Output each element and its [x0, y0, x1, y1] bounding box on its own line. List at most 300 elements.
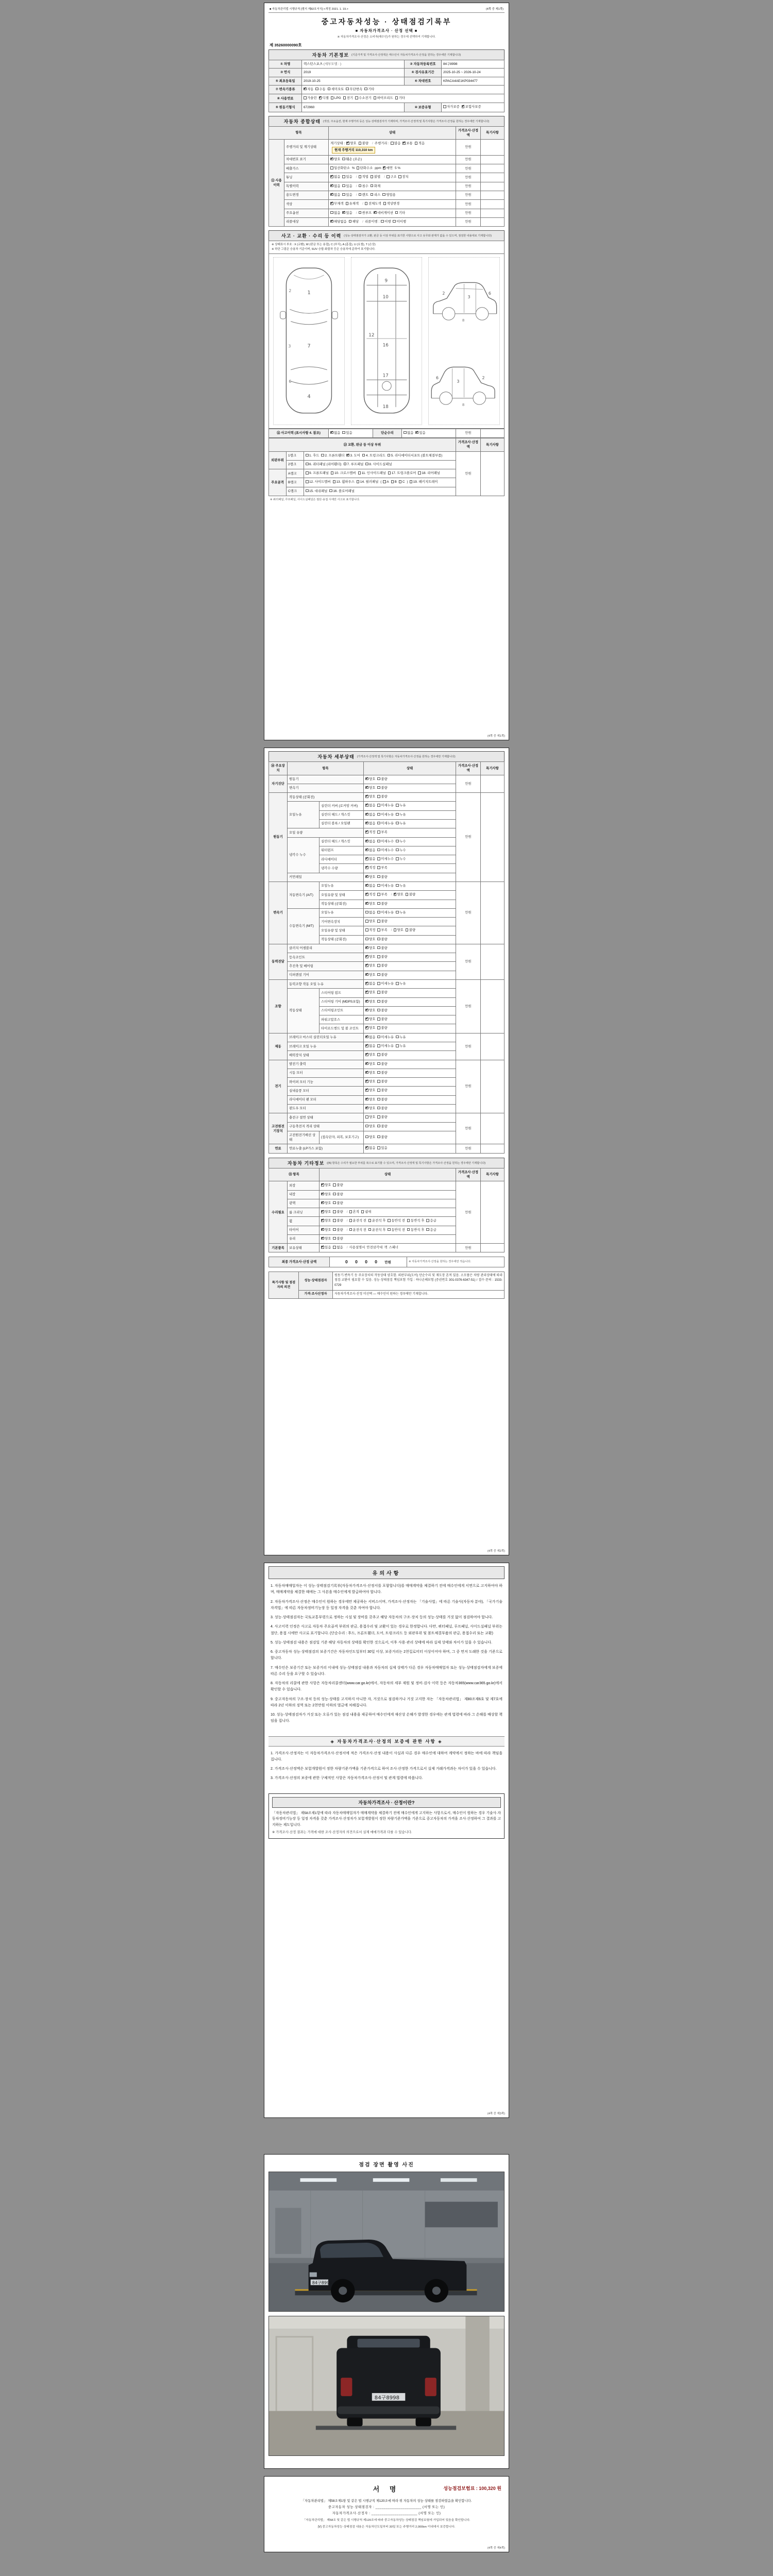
checkbox-option[interactable]: 응급	[426, 1228, 436, 1232]
checkbox[interactable]	[333, 1237, 336, 1240]
checkbox[interactable]	[333, 1193, 336, 1196]
checkbox-option[interactable]: 불량	[377, 999, 387, 1004]
checkbox[interactable]	[395, 96, 398, 99]
checkbox-checked[interactable]	[365, 964, 368, 967]
checkbox[interactable]	[377, 982, 380, 985]
checkbox[interactable]	[377, 1044, 380, 1047]
checkbox-option[interactable]: 무단변속	[346, 87, 362, 92]
checkbox[interactable]	[321, 454, 324, 457]
checkbox-option[interactable]: 자가보증	[443, 105, 460, 109]
checkbox-checked[interactable]	[365, 840, 368, 843]
checkbox[interactable]	[418, 471, 421, 474]
checkbox[interactable]	[377, 920, 380, 923]
checkbox[interactable]	[342, 158, 345, 161]
checkbox-option[interactable]: 누유	[396, 803, 406, 808]
checkbox-option[interactable]: 리스	[371, 193, 380, 197]
checkbox-option[interactable]: ✔ 양호	[365, 902, 375, 906]
checkbox-option[interactable]: 있음	[342, 184, 352, 189]
checkbox[interactable]	[349, 220, 352, 223]
checkbox-checked[interactable]	[365, 1071, 368, 1074]
checkbox[interactable]	[377, 777, 380, 781]
checkbox[interactable]	[426, 1219, 429, 1222]
checkbox-option[interactable]: 양호	[365, 937, 375, 942]
checkbox-checked[interactable]	[321, 1237, 324, 1240]
checkbox[interactable]	[346, 1219, 352, 1223]
checkbox[interactable]	[330, 166, 333, 170]
checkbox-option[interactable]: 색상변경	[383, 201, 400, 206]
checkbox-option[interactable]: 5. 라디에이터서포트 (볼트체결부품)	[388, 453, 443, 458]
checkbox[interactable]	[359, 142, 362, 145]
checkbox[interactable]	[328, 88, 331, 91]
checkbox-option[interactable]: ✔ 없음	[365, 981, 375, 986]
checkbox[interactable]	[396, 884, 399, 887]
checkbox-checked[interactable]	[365, 875, 368, 878]
checkbox-option[interactable]: 미세누수	[377, 839, 394, 844]
checkbox[interactable]	[377, 973, 380, 976]
checkbox-option[interactable]: 불량	[333, 1236, 343, 1241]
checkbox-option[interactable]: 7. 루프패널	[344, 462, 364, 467]
checkbox[interactable]	[329, 489, 332, 493]
checkbox-option[interactable]: ✔ 무채색	[330, 201, 344, 206]
checkbox-option[interactable]: 부족	[377, 928, 387, 933]
checkbox-checked[interactable]	[365, 991, 368, 994]
checkbox-checked[interactable]	[365, 1000, 368, 1003]
checkbox-option[interactable]: 불량	[333, 1192, 343, 1197]
checkbox[interactable]	[357, 480, 360, 483]
checkbox-option[interactable]: 응급	[426, 1218, 436, 1223]
checkbox[interactable]	[406, 893, 409, 896]
checkbox-option[interactable]: 1. 후드	[306, 453, 319, 458]
checkbox[interactable]	[365, 920, 368, 923]
checkbox-option[interactable]: ✔ 디젤	[319, 96, 329, 100]
checkbox[interactable]	[377, 928, 380, 931]
checkbox-option[interactable]: 불량	[377, 777, 387, 782]
checkbox-checked[interactable]	[365, 1036, 368, 1039]
checkbox-option[interactable]: 탄화수소	[357, 166, 373, 171]
checkbox-option[interactable]: 냄새	[361, 1210, 371, 1214]
checkbox-option[interactable]: ✔ 없음	[365, 884, 375, 888]
checkbox-option[interactable]: ✔ 자동	[304, 87, 313, 92]
price-appraisal-select[interactable]: ■ 자동차가격조사 · 산정 선택 ■	[355, 28, 418, 33]
checkbox-checked[interactable]	[365, 973, 368, 976]
checkbox[interactable]	[333, 1228, 336, 1231]
checkbox[interactable]	[371, 175, 374, 178]
checkbox-option[interactable]: 10. 크로스멤버	[331, 471, 356, 476]
checkbox-checked[interactable]	[365, 1009, 368, 1012]
checkbox-option[interactable]: 불량	[377, 1088, 387, 1093]
checkbox-option[interactable]: 4. 트렁크리드	[362, 453, 385, 458]
checkbox[interactable]	[388, 1219, 391, 1222]
checkbox-option[interactable]: 동반석 전	[388, 1218, 405, 1223]
checkbox-option[interactable]: ✔ 보통	[402, 141, 412, 146]
checkbox-checked[interactable]	[415, 431, 418, 434]
checkbox-checked[interactable]	[365, 902, 368, 905]
checkbox-checked[interactable]	[365, 955, 368, 958]
checkbox[interactable]	[377, 1098, 380, 1101]
checkbox-option[interactable]: 미세누유	[377, 821, 394, 826]
checkbox[interactable]	[365, 463, 368, 466]
checkbox-option[interactable]: 장치	[398, 175, 408, 179]
checkbox[interactable]	[315, 88, 318, 91]
checkbox-option[interactable]: ✔ 양호	[365, 1097, 375, 1102]
checkbox-option[interactable]: ✔ 양호	[330, 157, 340, 162]
checkbox[interactable]	[377, 884, 380, 887]
checkbox-option[interactable]: 불량	[377, 1106, 387, 1111]
checkbox-checked[interactable]	[365, 1062, 368, 1065]
checkbox-checked[interactable]	[365, 822, 368, 825]
checkbox[interactable]	[396, 1044, 399, 1047]
checkbox-checked[interactable]	[365, 813, 368, 816]
checkbox-option[interactable]: 9. 프론트패널	[306, 471, 329, 476]
checkbox[interactable]	[396, 1036, 399, 1039]
checkbox[interactable]	[396, 822, 399, 825]
checkbox[interactable]	[355, 96, 358, 99]
checkbox[interactable]	[377, 857, 380, 860]
checkbox[interactable]	[365, 911, 368, 914]
checkbox-option[interactable]: ✔ 매연	[383, 166, 393, 171]
checkbox[interactable]	[388, 454, 391, 457]
checkbox[interactable]	[346, 88, 349, 91]
checkbox[interactable]	[342, 175, 345, 178]
checkbox-option[interactable]: 불량	[377, 1097, 387, 1102]
checkbox-option[interactable]: 불량	[377, 990, 387, 995]
checkbox[interactable]	[346, 1210, 352, 1214]
checkbox-option[interactable]: ✔ 양호	[365, 946, 375, 951]
checkbox-checked[interactable]	[365, 1018, 368, 1021]
checkbox-option[interactable]: ✔ 양호	[365, 1088, 375, 1093]
checkbox-option[interactable]: 11. 인사이드패널	[358, 471, 386, 476]
checkbox[interactable]	[377, 875, 380, 878]
checkbox-option[interactable]: C	[399, 480, 405, 484]
checkbox-option[interactable]: ✔ 양호	[346, 141, 356, 146]
checkbox-checked[interactable]	[319, 96, 322, 99]
checkbox[interactable]	[377, 786, 380, 789]
checkbox-option[interactable]: 렌트	[359, 193, 368, 197]
checkbox-option[interactable]: 양호	[394, 928, 404, 933]
checkbox-option[interactable]: 누유	[396, 884, 406, 888]
checkbox[interactable]	[396, 840, 399, 843]
checkbox-option[interactable]: 하이브리드	[374, 96, 393, 100]
checkbox-option[interactable]: ✔ 양호	[394, 892, 404, 897]
checkbox-option[interactable]: A	[383, 480, 389, 484]
checkbox[interactable]	[391, 480, 394, 483]
checkbox[interactable]	[371, 184, 374, 188]
checkbox[interactable]	[415, 142, 418, 145]
checkbox[interactable]	[346, 202, 349, 205]
checkbox-option[interactable]: 수소전기	[355, 96, 372, 100]
checkbox[interactable]	[333, 1219, 336, 1222]
checkbox[interactable]	[333, 480, 336, 483]
checkbox[interactable]	[377, 1080, 380, 1083]
checkbox-checked[interactable]	[462, 105, 465, 108]
checkbox[interactable]	[365, 1115, 368, 1118]
checkbox[interactable]	[407, 1228, 410, 1231]
checkbox-option[interactable]: 운전석 후	[368, 1218, 385, 1223]
checkbox[interactable]	[359, 193, 362, 196]
checkbox-checked[interactable]	[330, 184, 333, 188]
checkbox-option[interactable]: 있음	[342, 175, 352, 179]
checkbox-option[interactable]: 6. 쿼터패널 (리어휀더)	[306, 462, 342, 467]
checkbox[interactable]	[393, 220, 396, 223]
appraiser-signature-line[interactable]: 자동차가격조사·산정자 : ______________________ (서명 또는 인)	[332, 2512, 441, 2515]
checkbox-option[interactable]: 없음	[330, 211, 340, 215]
checkbox[interactable]	[330, 211, 333, 214]
checkbox[interactable]	[377, 866, 380, 869]
checkbox[interactable]	[377, 1089, 380, 1092]
checkbox-option[interactable]: 구조	[386, 175, 396, 179]
checkbox[interactable]	[377, 1107, 380, 1110]
checkbox[interactable]	[377, 902, 380, 905]
checkbox-checked[interactable]	[402, 142, 406, 145]
checkbox-option[interactable]: ✔ 있음	[415, 431, 425, 435]
checkbox-option[interactable]: ✔ 양호	[365, 1008, 375, 1013]
checkbox-checked[interactable]	[365, 831, 368, 834]
checkbox[interactable]	[377, 964, 380, 967]
checkbox-option[interactable]: ✔ 없음	[365, 1044, 375, 1048]
checkbox-option[interactable]: 불량	[377, 1079, 387, 1084]
checkbox-option[interactable]: 썬루프	[359, 211, 372, 215]
checkbox-option[interactable]: ✔ 적정	[365, 892, 375, 897]
checkbox[interactable]	[407, 1219, 410, 1222]
checkbox-option[interactable]: 양호	[365, 1124, 375, 1129]
checkbox-option[interactable]: 세미오토	[328, 87, 344, 92]
checkbox[interactable]	[377, 795, 380, 798]
checkbox[interactable]	[396, 813, 399, 816]
checkbox-option[interactable]: 불량	[377, 902, 387, 906]
checkbox-checked[interactable]	[330, 431, 333, 434]
checkbox-option[interactable]: ✔ 양호	[365, 963, 375, 968]
checkbox-option[interactable]: 부족	[377, 866, 387, 870]
checkbox[interactable]	[399, 480, 402, 483]
checkbox-option[interactable]: 누수	[396, 839, 406, 844]
checkbox[interactable]	[359, 184, 362, 188]
checkbox[interactable]	[333, 1183, 336, 1187]
checkbox-option[interactable]: 불량	[377, 786, 387, 790]
checkbox-checked[interactable]	[330, 220, 333, 223]
checkbox-option[interactable]: ✔ 양호	[321, 1236, 331, 1241]
checkbox[interactable]	[377, 840, 380, 843]
checkbox[interactable]	[388, 471, 391, 474]
checkbox[interactable]	[396, 911, 399, 914]
checkbox[interactable]	[365, 938, 368, 941]
checkbox-option[interactable]: ✔ 양호	[365, 794, 375, 799]
checkbox-option[interactable]: 불량	[377, 946, 387, 951]
checkbox-checked[interactable]	[342, 211, 345, 214]
checkbox-option[interactable]: 17. 트렁크플로어	[388, 471, 416, 476]
checkbox[interactable]	[395, 211, 398, 214]
checkbox-checked[interactable]	[365, 982, 368, 985]
checkbox[interactable]	[346, 1228, 352, 1232]
checkbox-option[interactable]: 부족	[377, 892, 387, 897]
checkbox-option[interactable]: 적음	[415, 141, 425, 146]
checkbox[interactable]	[362, 454, 365, 457]
checkbox-checked[interactable]	[330, 202, 333, 205]
checkbox[interactable]	[443, 105, 446, 108]
checkbox[interactable]	[383, 202, 386, 205]
checkbox-option[interactable]: ✔ 양호	[321, 1218, 331, 1223]
checkbox-option[interactable]: 없음	[333, 1245, 343, 1250]
checkbox-option[interactable]: 불량	[377, 955, 387, 959]
checkbox[interactable]	[344, 463, 347, 466]
checkbox-checked[interactable]	[346, 454, 349, 457]
checkbox-option[interactable]: ✔ 양호	[365, 1106, 375, 1111]
checkbox-option[interactable]: 불량	[377, 1053, 387, 1057]
checkbox-option[interactable]: ✔ 적정	[365, 866, 375, 870]
checkbox-option[interactable]: 동반석 후	[407, 1218, 424, 1223]
checkbox-option[interactable]: ✔ 양호	[321, 1228, 331, 1232]
checkbox-option[interactable]: 누유	[396, 910, 406, 915]
checkbox-option[interactable]: 불량	[406, 892, 415, 897]
checkbox-checked[interactable]	[365, 857, 368, 860]
checkbox-option[interactable]: ✔ 양호	[365, 973, 375, 977]
checkbox[interactable]	[368, 1219, 372, 1222]
checkbox[interactable]	[361, 1210, 364, 1213]
checkbox-checked[interactable]	[365, 849, 368, 852]
checkbox-checked[interactable]	[394, 893, 397, 896]
checkbox[interactable]	[365, 202, 368, 205]
checkbox[interactable]	[333, 1246, 336, 1249]
checkbox[interactable]	[377, 831, 380, 834]
checkbox-option[interactable]: ✔ 양호	[365, 875, 375, 879]
checkbox-checked[interactable]	[321, 1246, 324, 1249]
checkbox-option[interactable]: ✔ 없음	[330, 175, 340, 179]
checkbox-checked[interactable]	[365, 866, 368, 869]
checkbox-option[interactable]: 있음	[377, 1146, 387, 1150]
checkbox[interactable]	[377, 955, 380, 958]
checkbox-option[interactable]: 적정	[365, 928, 375, 933]
checkbox-option[interactable]: 양호	[365, 1115, 375, 1120]
checkbox[interactable]	[377, 938, 380, 941]
checkbox-option[interactable]: ✔ 보험사보증	[462, 105, 481, 109]
checkbox-checked[interactable]	[304, 88, 307, 91]
checkbox-option[interactable]: ✔ 3. 도어	[346, 453, 360, 458]
checkbox[interactable]	[365, 928, 368, 931]
checkbox-option[interactable]: ✔ 양호	[365, 1071, 375, 1075]
checkbox-option[interactable]: 불량	[377, 1115, 387, 1120]
checkbox-option[interactable]: 불량	[377, 1026, 387, 1030]
checkbox-checked[interactable]	[330, 158, 333, 161]
checkbox-checked[interactable]	[365, 795, 368, 798]
checkbox[interactable]	[365, 1136, 368, 1139]
checkbox-option[interactable]: 해당	[349, 219, 359, 224]
checkbox-option[interactable]: 불량	[333, 1210, 343, 1214]
checkbox[interactable]	[406, 928, 409, 931]
checkbox-option[interactable]: ✔ 양호	[365, 999, 375, 1004]
checkbox-option[interactable]: 누수	[396, 857, 406, 861]
checkbox-option[interactable]: 누유	[396, 812, 406, 817]
checkbox-option[interactable]: 운전석 전	[349, 1218, 366, 1223]
checkbox-option[interactable]: 있음	[342, 193, 352, 197]
checkbox-checked[interactable]	[321, 1201, 324, 1205]
inspector-signature-line[interactable]: 중고자동차 성능·상태점검자 : ______________________ (서명 또는 인)	[328, 2505, 445, 2509]
checkbox-checked[interactable]	[321, 1219, 324, 1222]
checkbox[interactable]	[377, 946, 380, 950]
checkbox-checked[interactable]	[365, 1098, 368, 1101]
checkbox[interactable]	[377, 1125, 380, 1128]
checkbox[interactable]	[377, 1053, 380, 1056]
checkbox-option[interactable]: 불량	[377, 1017, 387, 1022]
checkbox-option[interactable]: 동반석 전	[388, 1228, 405, 1232]
checkbox[interactable]	[306, 454, 309, 457]
checkbox-option[interactable]: 불량	[377, 875, 387, 879]
checkbox[interactable]	[377, 1026, 380, 1029]
checkbox-option[interactable]: 있음	[342, 431, 352, 435]
checkbox-option[interactable]: 일산화탄소	[330, 166, 350, 171]
checkbox-checked[interactable]	[321, 1183, 324, 1187]
checkbox-option[interactable]: ✔ 양호	[365, 1079, 375, 1084]
checkbox-option[interactable]: ✔ 양호	[365, 1017, 375, 1022]
checkbox-option[interactable]: 운전석 전	[349, 1228, 366, 1232]
checkbox-checked[interactable]	[346, 142, 349, 145]
checkbox-checked[interactable]	[365, 893, 368, 896]
checkbox-option[interactable]: ✔ 양호	[365, 777, 375, 782]
checkbox-option[interactable]: 19. 패키지트레이	[410, 480, 438, 484]
checkbox-option[interactable]: 기타	[395, 96, 405, 100]
checkbox-option[interactable]: ✔ 없음	[330, 184, 340, 189]
checkbox[interactable]	[377, 1036, 380, 1039]
checkbox[interactable]	[306, 489, 309, 493]
checkbox-option[interactable]: ✔ 양호	[365, 1053, 375, 1057]
checkbox[interactable]	[306, 480, 309, 483]
checkbox-option[interactable]: 미세누수	[377, 848, 394, 853]
checkbox[interactable]	[377, 1146, 380, 1149]
checkbox-option[interactable]: 침수	[359, 184, 368, 189]
checkbox[interactable]	[364, 88, 367, 91]
checkbox[interactable]	[382, 193, 385, 196]
checkbox[interactable]	[371, 193, 374, 196]
checkbox-option[interactable]: 양호	[365, 1135, 375, 1140]
checkbox-option[interactable]: 미세누유	[377, 981, 394, 986]
checkbox-option[interactable]: 수동	[315, 87, 325, 92]
checkbox-option[interactable]: 미세누유	[377, 910, 394, 915]
checkbox[interactable]	[359, 175, 362, 178]
checkbox-option[interactable]: ✔ 양호	[365, 990, 375, 995]
checkbox-checked[interactable]	[321, 1228, 324, 1231]
checkbox-checked[interactable]	[321, 1193, 324, 1196]
checkbox[interactable]	[396, 804, 399, 807]
checkbox[interactable]	[386, 175, 390, 178]
checkbox-option[interactable]: 15. 대쉬패널	[306, 489, 327, 494]
checkbox-option[interactable]: ✔ 적정	[365, 830, 375, 835]
checkbox[interactable]	[377, 822, 380, 825]
checkbox[interactable]	[342, 431, 345, 434]
checkbox-option[interactable]: ✔ 없음	[365, 1035, 375, 1040]
checkbox-option[interactable]: 운전석 후	[368, 1228, 385, 1232]
checkbox-option[interactable]: 18. 리어패널	[418, 471, 440, 476]
checkbox-option[interactable]: 누유	[396, 1044, 406, 1048]
checkbox[interactable]	[377, 991, 380, 994]
checkbox-option[interactable]: ✔ 양호	[321, 1201, 331, 1206]
checkbox-option[interactable]: 불량	[377, 1135, 387, 1140]
checkbox-option[interactable]: 미세누유	[377, 884, 394, 888]
checkbox[interactable]	[358, 471, 361, 474]
checkbox[interactable]	[396, 857, 399, 860]
checkbox-option[interactable]: 불량	[377, 919, 387, 924]
checkbox-option[interactable]: 누유	[396, 821, 406, 826]
checkbox[interactable]	[374, 96, 377, 99]
checkbox-option[interactable]: 불법	[371, 175, 380, 179]
checkbox-option[interactable]: 유채색	[346, 201, 359, 206]
checkbox[interactable]	[377, 893, 380, 896]
checkbox-option[interactable]: ✔ 없음	[365, 803, 375, 808]
checkbox-checked[interactable]	[330, 193, 333, 196]
checkbox[interactable]	[342, 184, 345, 188]
checkbox-option[interactable]: 흔적	[349, 1210, 359, 1214]
checkbox-checked[interactable]	[365, 1080, 368, 1083]
checkbox[interactable]	[383, 480, 386, 483]
checkbox[interactable]	[388, 1228, 391, 1231]
checkbox[interactable]	[306, 463, 309, 466]
